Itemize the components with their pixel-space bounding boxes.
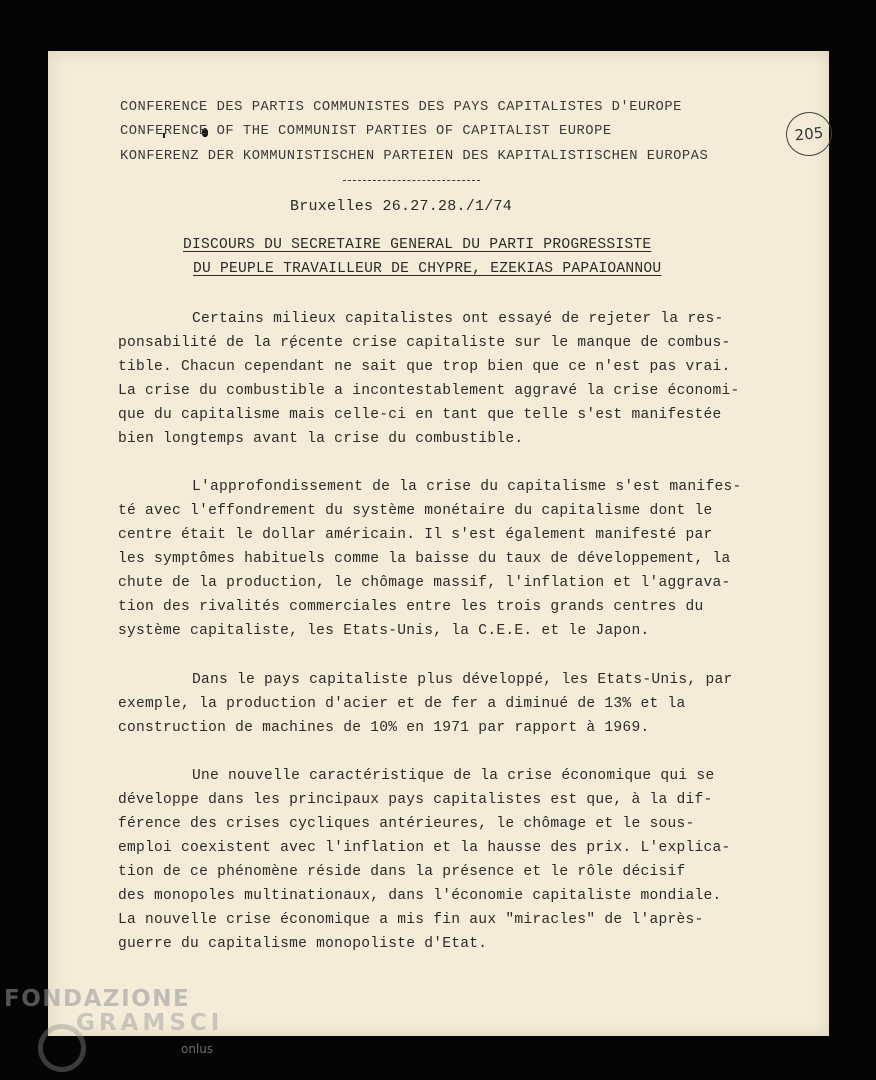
watermark-line-1: FONDAZIONE [4, 986, 191, 1012]
paragraph-4-line: férence des crises cycliques antérieures, le chômage et le sous- [118, 816, 695, 832]
paragraph-1-line: La crise du combustible a incontestablement aggravé la crise économi- [118, 383, 740, 399]
speech-title-line-2: DU PEUPLE TRAVAILLEUR DE CHYPRE, EZEKIAS PAPAIOANNOU [193, 261, 662, 277]
header-line-french: CONFERENCE DES PARTIS COMMUNISTES DES PAYS CAPITALISTES D'EUROPE [120, 100, 682, 115]
paragraph-1-line: ponsabilité de la récente crise capitaliste sur le manque de combus- [118, 335, 731, 351]
paragraph-3-line: construction de machines de 10% en 1971 par rapport à 1969. [118, 720, 650, 736]
paragraph-2-line: té avec l'effondrement du système monétaire du capitalisme dont le [118, 503, 713, 519]
fondazione-gramsci-watermark [4, 980, 234, 1080]
paragraph-1-line: bien longtemps avant la crise du combustible. [118, 431, 524, 447]
paragraph-4-line: des monopoles multinationaux, dans l'économie capitaliste mondiale. [118, 888, 722, 904]
paragraph-4-line: Une nouvelle caractéristique de la crise économique qui se [192, 768, 715, 784]
separator-line [343, 180, 480, 181]
paragraph-1-line: que du capitalisme mais celle-ci en tant que telle s'est manifestée [118, 407, 722, 423]
paragraph-4-line: tion de ce phénomène réside dans la présence et le rôle décisif [118, 864, 686, 880]
header-line-english: CONFERENCE OF THE COMMUNIST PARTIES OF CAPITALIST EUROPE [120, 124, 612, 139]
paragraph-2-line: centre était le dollar américain. Il s'est également manifesté par [118, 527, 713, 543]
paragraph-2-line: chute de la production, le chômage massif, l'inflation et l'aggrava- [118, 575, 731, 591]
watermark-line-3: onlus [181, 1042, 214, 1056]
paragraph-4-line: emploi coexistent avec l'inflation et la hausse des prix. L'explica- [118, 840, 731, 856]
paragraph-3-line: exemple, la production d'acier et de fer a diminué de 13% et la [118, 696, 686, 712]
typewritten-page [48, 51, 829, 1036]
paragraph-1-line: tible. Chacun cependant ne sait que trop bien que ce n'est pas vrai. [118, 359, 731, 375]
paragraph-2-line: tion des rivalités commerciales entre les trois grands centres du [118, 599, 704, 615]
paragraph-4-line: La nouvelle crise économique a mis fin aux "miracles" de l'après- [118, 912, 704, 928]
speech-title-line-1: DISCOURS DU SECRETAIRE GENERAL DU PARTI PROGRESSISTE [183, 237, 652, 253]
paragraph-3-line: Dans le pays capitaliste plus développé, les Etats-Unis, par [192, 672, 733, 688]
handwritten-page-number: 205 [784, 110, 834, 159]
paragraph-2-line: L'approfondissement de la crise du capitalisme s'est manifes- [192, 479, 742, 495]
paragraph-2-line: système capitaliste, les Etats-Unis, la C.E.E. et le Japon. [118, 623, 650, 639]
paragraph-2-line: les symptômes habituels comme la baisse du taux de développement, la [118, 551, 731, 567]
header-line-german: KONFERENZ DER KOMMUNISTISCHEN PARTEIEN DES KAPITALISTISCHEN EUROPAS [120, 149, 709, 164]
paragraph-4-line: développe dans les principaux pays capitalistes est que, à la dif- [118, 792, 713, 808]
place-date: Bruxelles 26.27.28./1/74 [290, 198, 513, 215]
paragraph-1-line: Certains milieux capitalistes ont essayé de rejeter la res- [192, 311, 724, 327]
watermark-line-2: GRAMSCI [76, 1010, 224, 1036]
paragraph-4-line: guerre du capitalisme monopoliste d'Etat. [118, 936, 488, 952]
